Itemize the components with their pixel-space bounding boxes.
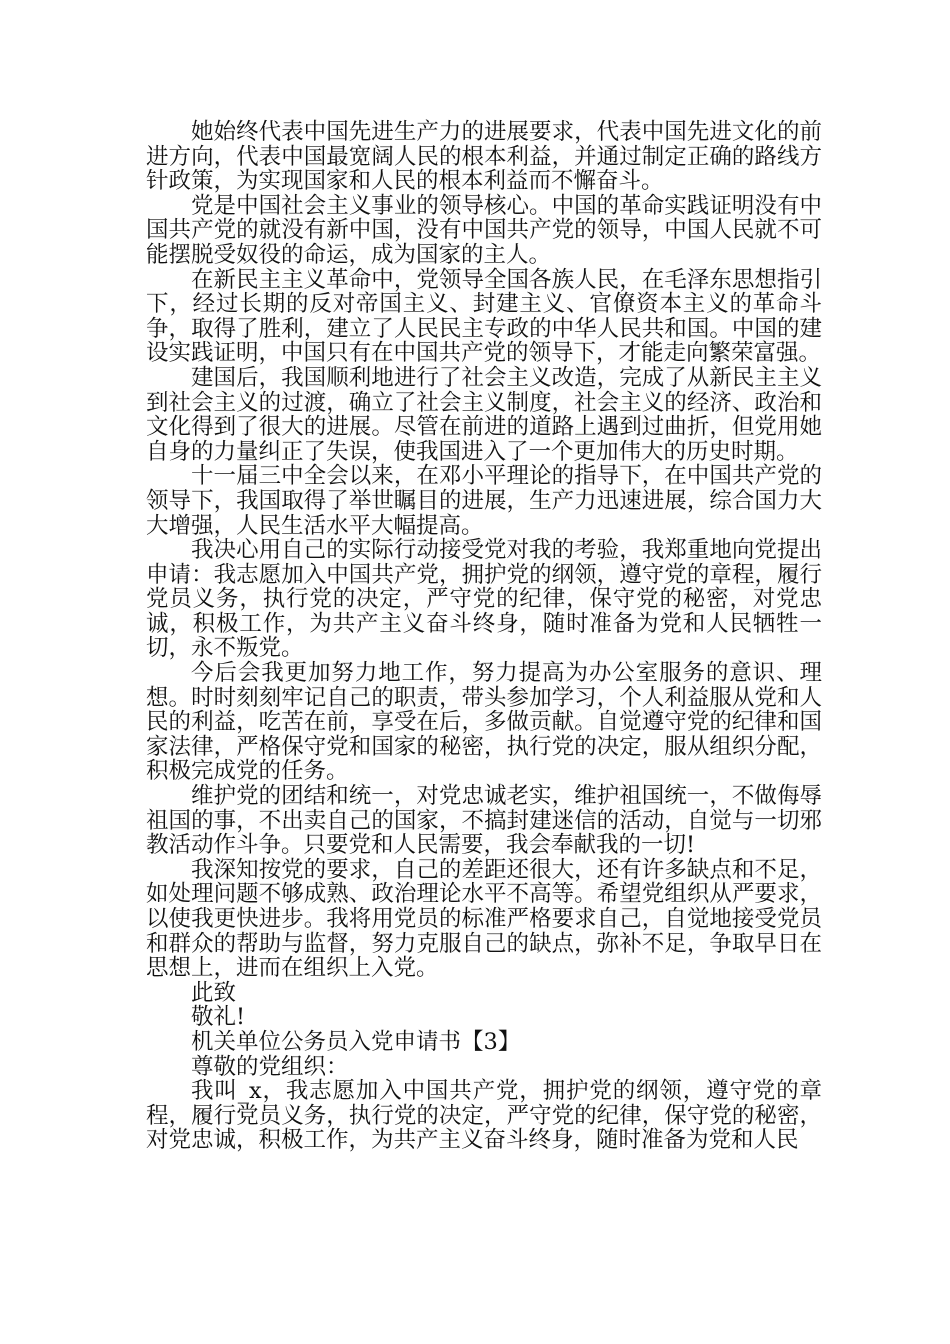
section-heading: 机关单位公务员入党申请书【3】: [191, 1028, 521, 1055]
paragraph-7: 今后会我更加努力地工作，努力提高为办公室服务的意识、理想。时时刻刻牢记自己的职责，带头参加学习，个人利益服从党和人民的利益，吃苦在前，享受在后，多做贡献。自觉遵守党的纪律和国家法律，严格保守党和国家的秘密，执行党的决定，服从组织分配，积极完成党的任务。: [146, 660, 822, 785]
paragraph-9: 我深知按党的要求，自己的差距还很大，还有许多缺点和不足，如处理问题不够成熟、政治理论水平不高等。希望党组织从严要求，以使我更快进步。我将用党员的标准严格要求自己，自觉地接受党员和群众的帮助与监督，努力克服自己的缺点，弥补不足，争取早日在思想上，进而在组织上入党。: [146, 856, 822, 982]
paragraph-10: 我叫_x，我志愿加入中国共产党，拥护党的纲领，遵守党的章程，履行党员义务，执行党的决定，严守党的纪律，保守党的秘密，对党忠诚，积极工作，为共产主义奋斗终身，随时准备为党和人民: [146, 1078, 822, 1154]
paragraph-8: 维护党的团结和统一，对党忠诚老实，维护祖国统一，不做侮辱祖国的事，不出卖自己的国家，不搞封建迷信的活动，自觉与一切邪教活动作斗争。只要党和人民需要，我会奉献我的一切!: [146, 783, 822, 859]
paragraph-4: 建国后，我国顺利地进行了社会主义改造，完成了从新民主主义到社会主义的过渡，确立了社会主义制度，社会主义的经济、政治和文化得到了很大的进展。尽管在前进的道路上遇到过曲折，但党用她自身的力量纠正了失误，使我国进入了一个更加伟大的历史时期。: [146, 364, 822, 465]
paragraph-6: 我决心用自己的实际行动接受党对我的考验，我郑重地向党提出申请：我志愿加入中国共产党，拥护党的纲领，遵守党的章程，履行党员义务，执行党的决定，严守党的纪律，保守党的秘密，对党忠诚，积极工作，为共产主义奋斗终身，随时准备为党和人民牺牲一切，永不叛党。: [146, 537, 822, 662]
paragraph-5: 十一届三中全会以来，在邓小平理论的指导下，在中国共产党的领导下，我国取得了举世瞩目的进展，生产力迅速进展，综合国力大大增强，人民生活水平大幅提高。: [146, 463, 822, 539]
greeting: 尊敬的党组织：: [191, 1053, 349, 1080]
paragraph-3: 在新民主主义革命中，党领导全国各族人民，在毛泽东思想指引下，经过长期的反对帝国主义、封建主义、官僚资本主义的革命斗争，取得了胜利，建立了人民民主专政的中华人民共和国。中国的建设实践证明，中国只有在中国共产党的领导下，才能走向繁荣富强。: [146, 266, 822, 367]
closing-regards: 敬礼!: [191, 1004, 246, 1031]
document-body: [146, 120, 822, 1153]
paragraph-1: 她始终代表中国先进生产力的进展要求，代表中国先进文化的前进方向，代表中国最宽阔人民的根本利益，并通过制定正确的路线方针政策，为实现国家和人民的根本利益而不懈奋斗。: [146, 119, 822, 195]
paragraph-2: 党是中国社会主义事业的领导核心。中国的革命实践证明没有中国共产党的就没有新中国，没有中国共产党的领导，中国人民就不可能摆脱受奴役的命运，成为国家的主人。: [146, 192, 822, 268]
closing-salutation: 此致: [191, 979, 237, 1006]
